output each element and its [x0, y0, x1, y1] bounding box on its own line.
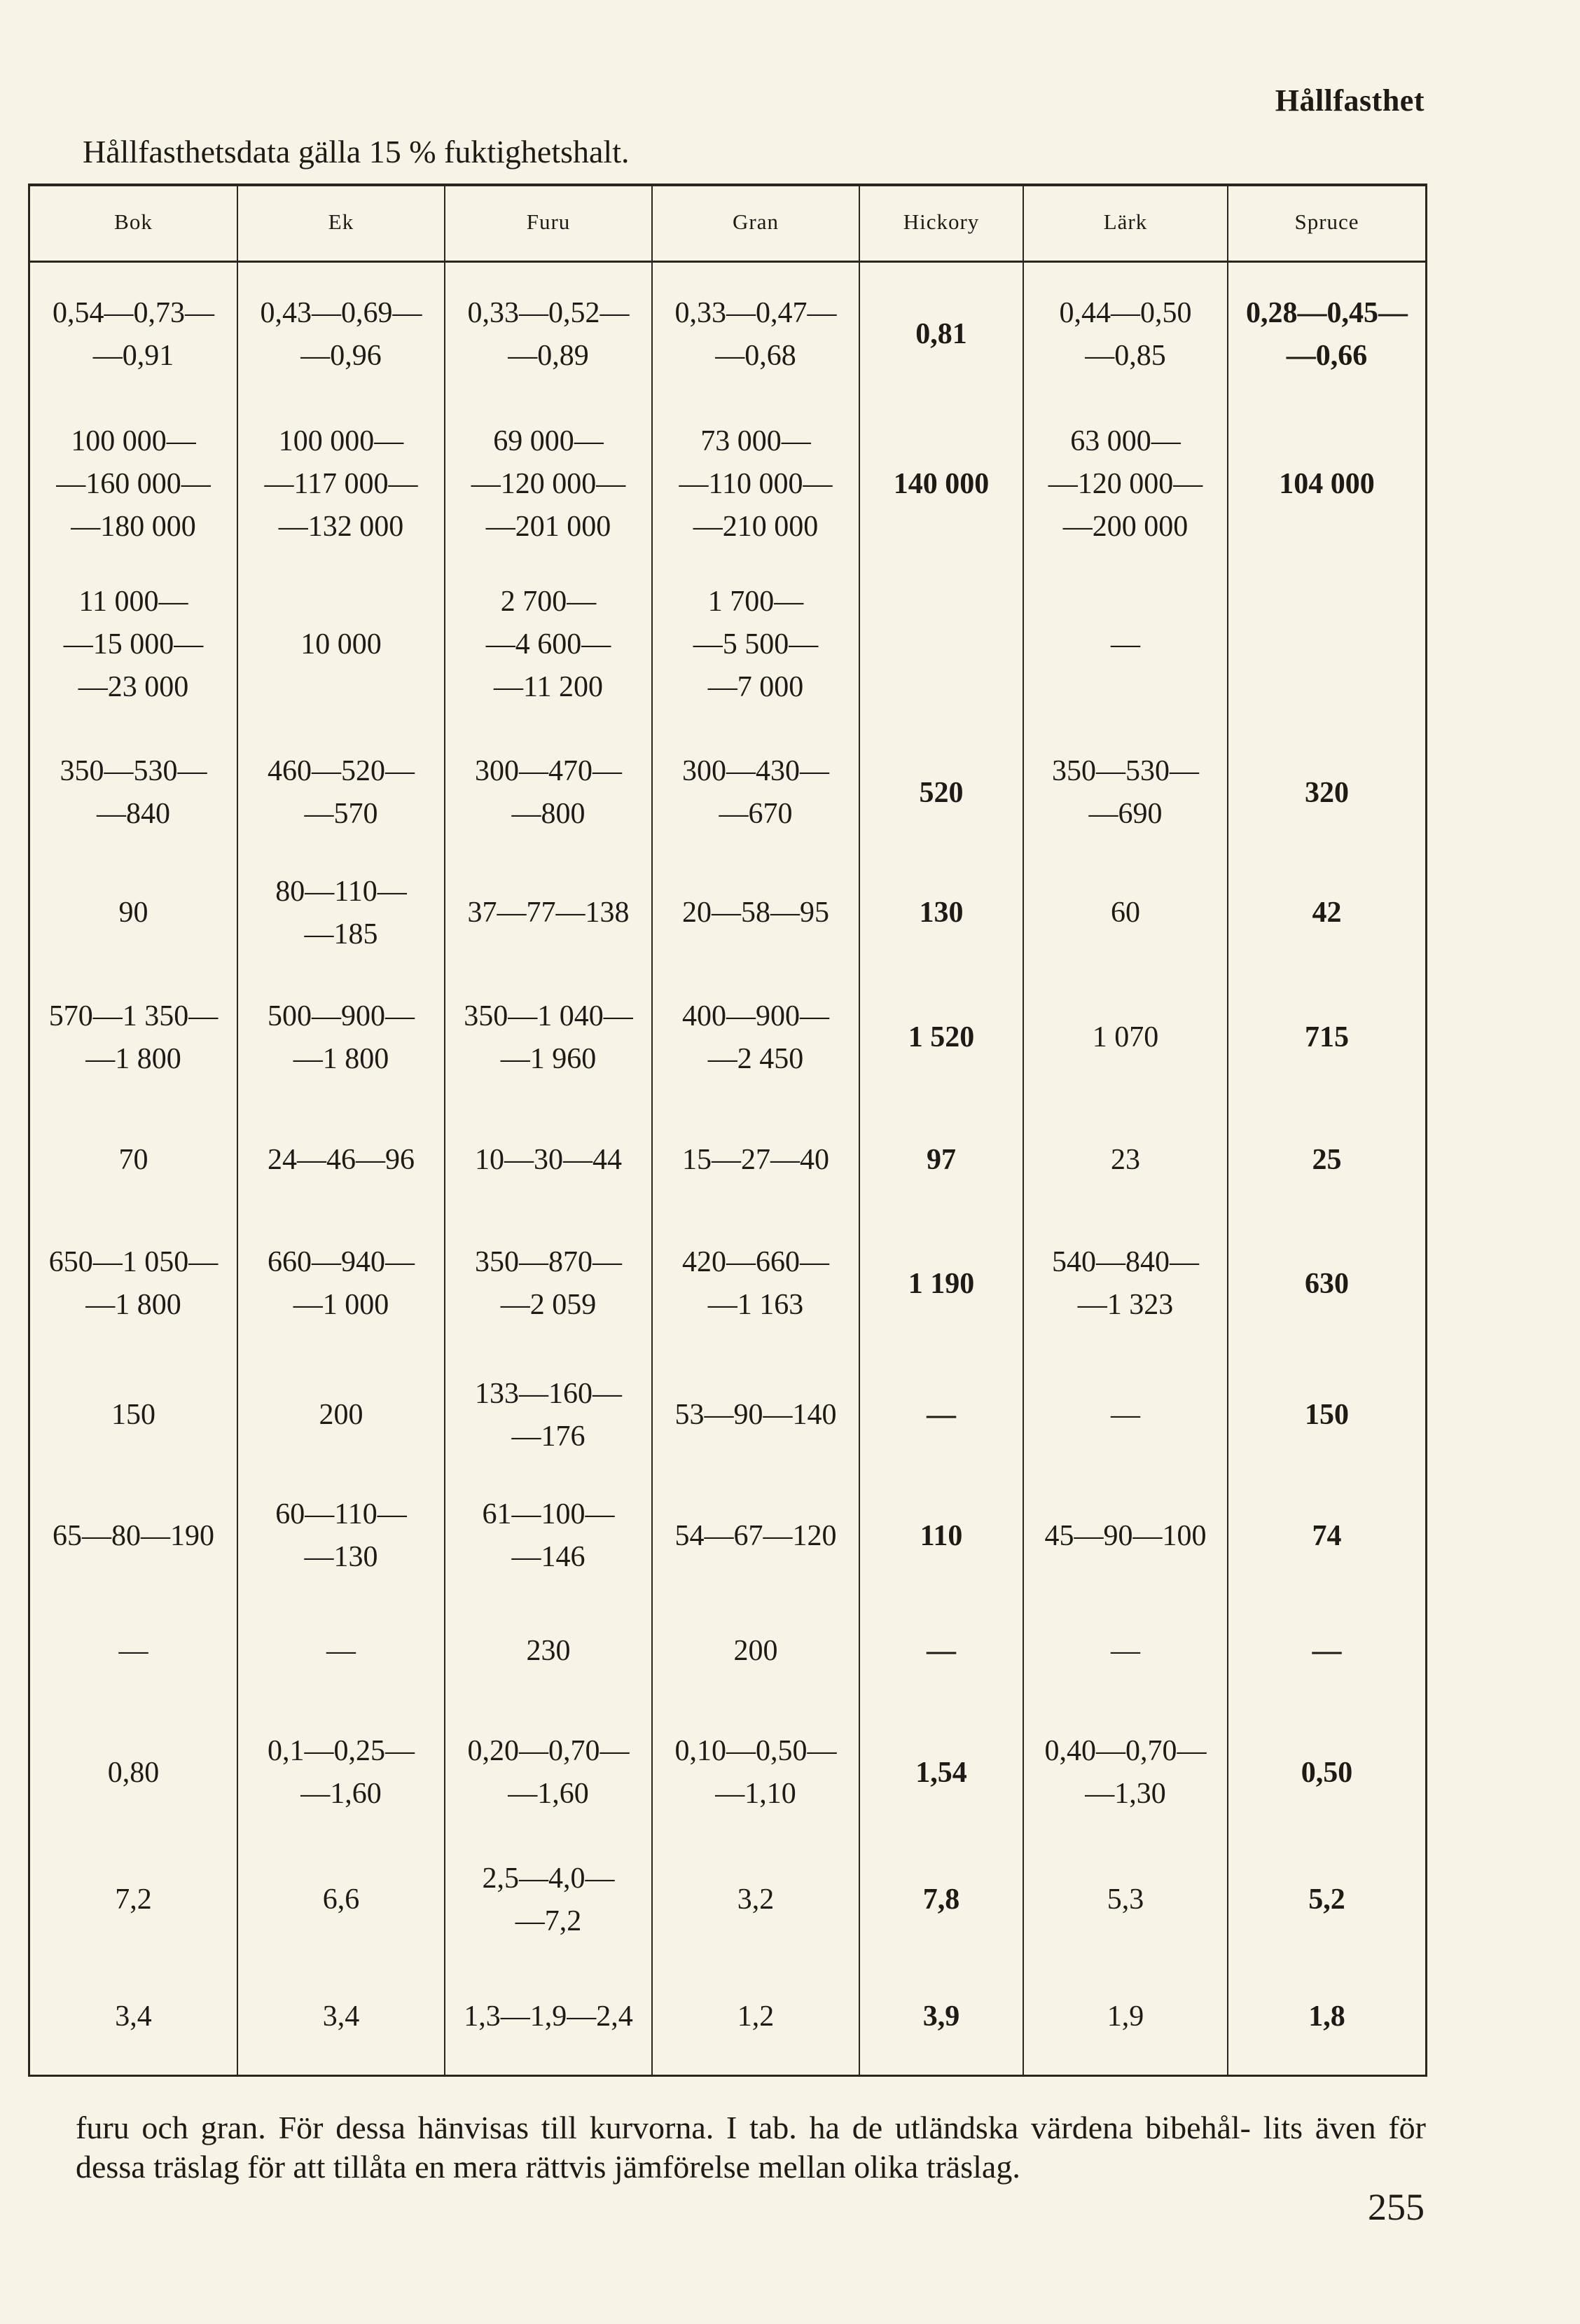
table-cell: 200 [652, 1598, 859, 1705]
table-cell: — [1023, 1598, 1228, 1705]
table-cell: 73 000— —110 000— —210 000 [652, 407, 859, 562]
table-cell: 74 [1228, 1474, 1425, 1598]
table-cell: 90 [118, 897, 148, 929]
table-row [30, 1598, 1425, 1705]
column-header-gran: Gran [652, 184, 859, 262]
column-header-spruce: Spruce [1228, 184, 1425, 262]
table-cell: 2,5—4,0— —7,2 [445, 1841, 652, 1959]
table-row [30, 262, 1425, 407]
table-cell: 350—530— —690 [1023, 728, 1228, 859]
table-cell: 53—90—140 [652, 1356, 859, 1474]
table-cell: 150 [1228, 1356, 1425, 1474]
table-cell: 715 [1228, 967, 1425, 1108]
table-cell: 1,8 [1228, 1959, 1425, 2075]
table-cell: 460—520— —570 [237, 728, 445, 859]
column-header-furu: Furu [445, 184, 652, 262]
table-cell: 61—100— —146 [445, 1474, 652, 1598]
table-cell: 25 [1228, 1108, 1425, 1212]
table-cell: 1 700— —5 500— —7 000 [652, 562, 859, 728]
table-cell: — [859, 1598, 1023, 1705]
table-row [30, 1474, 1425, 1598]
running-head: Hållfasthet [1275, 83, 1425, 118]
table-cell: 1,2 [652, 1959, 859, 2075]
table-cell: — [1023, 1356, 1228, 1474]
table-cell: 400—900— —2 450 [652, 967, 859, 1108]
table-cell: 1,3—1,9—2,4 [445, 1959, 652, 2075]
table-cell: 69 000— —120 000— —201 000 [445, 407, 652, 562]
table-caption: Hållfasthetsdata gälla 15 % fuktighetshalt. [83, 134, 630, 170]
table-cell: 15—27—40 [652, 1108, 859, 1212]
table-cell: 1 190 [859, 1212, 1023, 1356]
table-row [30, 1108, 1425, 1212]
table-cell: 60—110— —130 [237, 1474, 445, 1598]
table-cell: 500—900— —1 800 [237, 967, 445, 1108]
page-number: 255 [1368, 2186, 1425, 2228]
table-row [30, 1356, 1425, 1474]
table-row [30, 1705, 1425, 1841]
table-cell: 0,80 [107, 1756, 160, 1789]
table-cell: 65—80—190 [53, 1519, 214, 1552]
table-row [30, 859, 1425, 968]
table-cell: 0,44—0,50 —0,85 [1023, 262, 1228, 407]
table-cell: — [1228, 1598, 1425, 1705]
table-cell: — [237, 1598, 445, 1705]
table-cell: 0,43—0,69— —0,96 [237, 262, 445, 407]
table-cell: 1 070 [1023, 967, 1228, 1108]
table-cell: 150 [111, 1399, 155, 1432]
table-cell: 650—1 050— —1 800 [48, 1246, 219, 1322]
table-cell: 3,4 [115, 2000, 152, 2033]
table-cell: 350—1 040— —1 960 [445, 967, 652, 1108]
table-cell: 3,4 [237, 1959, 445, 2075]
table-cell: 1 520 [859, 967, 1023, 1108]
table-cell: 0,54—0,73— —0,91 [53, 296, 214, 372]
table-cell: 200 [237, 1356, 445, 1474]
table-cell: 300—430— —670 [652, 728, 859, 859]
column-header-lark: Lärk [1023, 184, 1228, 262]
table-cell: 420—660— —1 163 [652, 1212, 859, 1356]
table-cell: 110 [859, 1474, 1023, 1598]
table-cell: 0,1—0,25— —1,60 [237, 1705, 445, 1841]
table-header-row [30, 184, 1425, 262]
table-cell: 0,10—0,50— —1,10 [652, 1705, 859, 1841]
table-row [30, 562, 1425, 728]
table-cell: 130 [859, 859, 1023, 968]
table-row [30, 407, 1425, 562]
table-cell: 80—110— —185 [237, 859, 445, 968]
table-cell: 24—46—96 [237, 1108, 445, 1212]
table-cell: 7,8 [859, 1841, 1023, 1959]
table-row [30, 1841, 1425, 1959]
table-cell: 0,33—0,47— —0,68 [652, 262, 859, 407]
table-cell: 1,9 [1023, 1959, 1228, 2075]
table-cell: 630 [1228, 1212, 1425, 1356]
table-cell: 133—160— —176 [445, 1356, 652, 1474]
table-row [30, 967, 1425, 1108]
table-cell: 60 [1023, 859, 1228, 968]
table-cell: 1,54 [859, 1705, 1023, 1841]
table-cell: 570—1 350— —1 800 [48, 1000, 219, 1075]
table-cell: — [1023, 562, 1228, 728]
table-cell: 11 000— —15 000— —23 000 [63, 585, 204, 703]
table-cell: 520 [859, 728, 1023, 859]
table-cell: 0,33—0,52— —0,89 [445, 262, 652, 407]
table-row [30, 728, 1425, 859]
table-cell: 6,6 [237, 1841, 445, 1959]
table-cell: 660—940— —1 000 [237, 1212, 445, 1356]
table-cell: 23 [1023, 1108, 1228, 1212]
column-header-bok: Bok [30, 184, 237, 262]
table-cell: 0,20—0,70— —1,60 [445, 1705, 652, 1841]
table-cell: 97 [859, 1108, 1023, 1212]
table-cell: — [859, 1356, 1023, 1474]
table-cell: 10 000 [237, 562, 445, 728]
table-cell: 10—30—44 [445, 1108, 652, 1212]
table-cell: 37—77—138 [445, 859, 652, 968]
table-cell: 54—67—120 [652, 1474, 859, 1598]
table-cell [1228, 562, 1425, 728]
table-cell: 3,2 [652, 1841, 859, 1959]
column-header-ek: Ek [237, 184, 445, 262]
table-cell: 2 700— —4 600— —11 200 [445, 562, 652, 728]
table-cell: 20—58—95 [652, 859, 859, 968]
table-cell: 42 [1228, 859, 1425, 968]
table-cell: 0,28—0,45— —0,66 [1228, 262, 1425, 407]
strength-data-table [28, 184, 1427, 2077]
table-cell: 5,2 [1228, 1841, 1425, 1959]
table-cell [859, 562, 1023, 728]
table-row [30, 1959, 1425, 2075]
table-cell: 350—870— —2 059 [445, 1212, 652, 1356]
table-cell: 0,40—0,70— —1,30 [1023, 1705, 1228, 1841]
table-cell: 540—840— —1 323 [1023, 1212, 1228, 1356]
table-cell: 100 000— —160 000— —180 000 [56, 424, 211, 543]
column-header-hickory: Hickory [859, 184, 1023, 262]
table-cell: 104 000 [1228, 407, 1425, 562]
table-cell: 7,2 [115, 1883, 152, 1916]
table-cell: 0,50 [1228, 1705, 1425, 1841]
table-row [30, 1212, 1425, 1356]
table-cell: 70 [118, 1143, 148, 1176]
table-cell: 63 000— —120 000— —200 000 [1023, 407, 1228, 562]
table-cell: 45—90—100 [1023, 1474, 1228, 1598]
table-cell: 230 [445, 1598, 652, 1705]
table-cell: — [118, 1635, 148, 1668]
table-cell: 0,81 [859, 262, 1023, 407]
table-cell: 320 [1228, 728, 1425, 859]
table-cell: 350—530— —840 [60, 755, 207, 831]
table-cell: 100 000— —117 000— —132 000 [237, 407, 445, 562]
table-cell: 5,3 [1023, 1841, 1228, 1959]
table-cell: 140 000 [859, 407, 1023, 562]
body-text: furu och gran. För dessa hänvisas till kurvorna. I tab. ha de utländska värdena bibehål- lits även för dessa träslag för att tillåta en mera rättvis jämförelse mellan olika träslag. [76, 2110, 1426, 2185]
table-cell: 300—470— —800 [445, 728, 652, 859]
table-cell: 3,9 [859, 1959, 1023, 2075]
